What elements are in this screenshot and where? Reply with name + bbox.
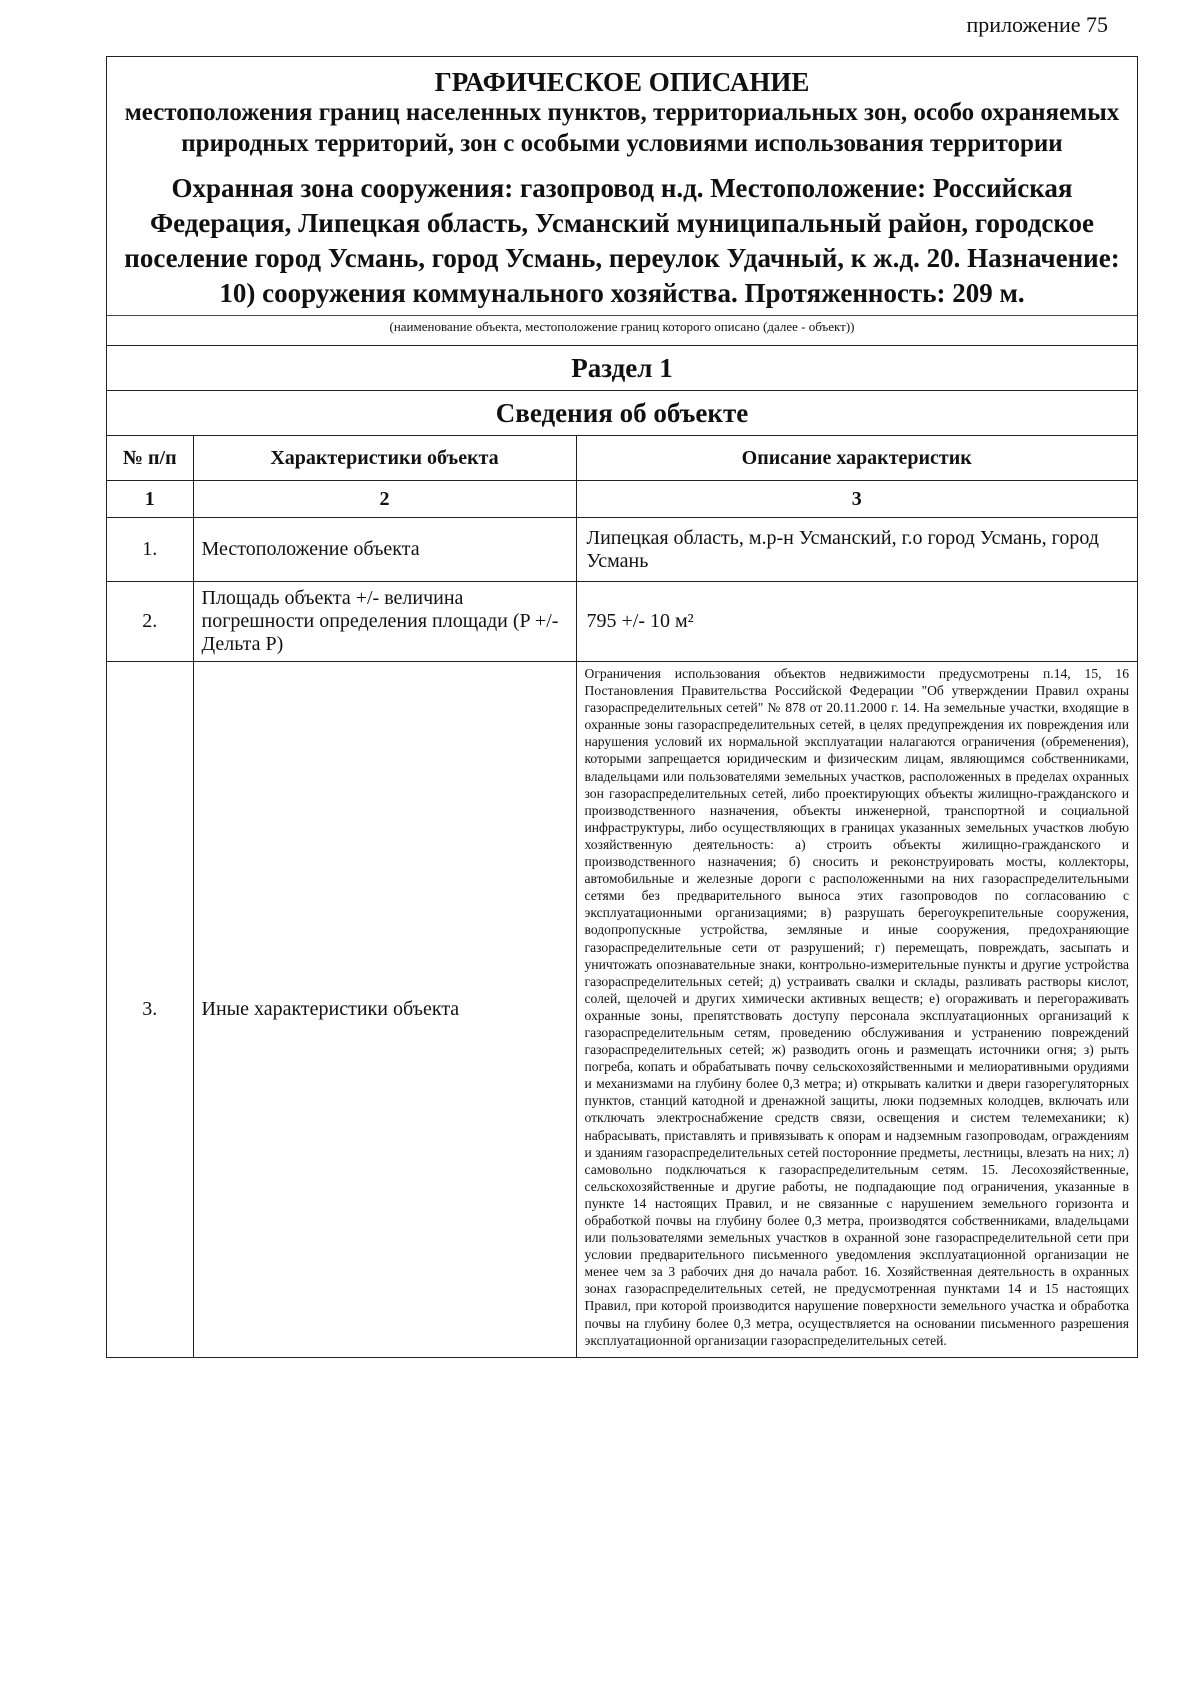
table-column-numbers-row	[107, 481, 1137, 518]
document-frame	[106, 56, 1138, 1358]
appendix-label: приложение 75	[966, 12, 1108, 37]
row-description: Ограничения использования объектов недвижимости предусмотрены п.14, 15, 16 Постановления Правительства Российской Федерации "Об утверждении Правил охраны газораспределительных сетей" № 878 от 20.11.2000 г. 14. На земельные участки, входящие в охранные зоны газораспределительных сетей, в целях предупреждения их повреждения или нарушения условий их нормальной эксплуатации налагаются ограничения (обременения), которыми запрещается юридическим и физическим лицам, являющимся собственниками, владельцами или пользователями земельных участков, расположенных в пределах охранных зон газораспределительных сетей, либо проектирующих объекты жилищно-гражданского и производственного назначения, объекты инженерной, транспортной и социальной инфраструктуры, либо осуществляющих в границах указанных земельных участков любую хозяйственную деятельность: а) строить объекты жилищно-гражданского и производственного назначения; б) сносить и реконструировать мосты, коллекторы, автомобильные и железные дороги с расположенными на них газораспределительными сетями без предварительного выноса этих газопроводов по согласованию с эксплуатационными организациями; в) разрушать берегоукрепительные сооружения, водопропускные устройства, земляные и иные сооружения, предохраняющие газораспределительные сети от разрушений; г) перемещать, повреждать, засыпать и уничтожать опознавательные знаки, контрольно-измерительные пункты и другие устройства газораспределительных сетей; д) устраивать свалки и склады, разливать растворы кислот, солей, щелочей и других химически активных веществ; е) огораживать и перегораживать охранные зоны, препятствовать доступу персонала эксплуатационных организаций к газораспределительным сетям, проведению обслуживания и устранению повреждений газораспределительных сетей; ж) разводить огонь и размещать источники огня; з) рыть погреба, копать и обрабатывать почву сельскохозяйственными и мелиоративными орудиями и механизмами на глубину более 0,3 метра; и) открывать калитки и двери газорегуляторных пунктов, станций катодной и дренажной защиты, люки подземных колодцев, включать или отключать электроснабжение средств связи, освещения и систем телемеханики; к) набрасывать, приставлять и привязывать к опорам и надземным газопроводам, ограждениям и зданиям газораспределительных сетей посторонние предметы, лестницы, влезать на них; л) самовольно подключаться к газораспределительным сетям. 15. Лесохозяйственные, сельскохозяйственные и другие работы, не подпадающие под ограничения, указанные в пункте 14 настоящих Правил, и не связанные с нарушением земельного горизонта и обработкой почвы на глубину более 0,3 метра, производятся собственниками, владельцами или пользователями земельных участков в охранной зоне газораспределительной сети при условии предварительного письменного уведомления эксплуатационной организации не менее чем за 3 рабочих дня до начала работ. 16. Хозяйственная деятельность в охранных зонах газораспределительных сетей, не предусмотренная пунктами 14 и 15 настоящих Правил, при которой производится нарушение поверхности земельного участка и обработка почвы на глубину более 0,3 метра, осуществляется на основании письменного разрешения эксплуатационной организации газораспределительных сетей.	[576, 662, 1137, 1357]
table-row	[107, 582, 1137, 662]
row-characteristic: Площадь объекта +/- величина погрешности определения площади (P +/- Дельта P)	[193, 582, 576, 662]
table-row	[107, 662, 1137, 1357]
document-header	[107, 57, 1137, 311]
header-characteristic: Характеристики объекта	[193, 436, 576, 481]
row-number: 2.	[107, 582, 193, 662]
section-subtitle: Сведения об объекте	[107, 390, 1137, 435]
column-number-1: 1	[107, 481, 193, 518]
table-row	[107, 518, 1137, 582]
table-header-row	[107, 436, 1137, 481]
section-title: Раздел 1	[107, 345, 1137, 390]
header-number: № п/п	[107, 436, 193, 481]
document-subtitle: местоположения границ населенных пунктов, территориальных зон, особо охраняемых природных территорий, зон с особыми условиями использования территории	[124, 99, 1120, 157]
row-characteristic: Местоположение объекта	[193, 518, 576, 582]
column-number-3: 3	[576, 481, 1137, 518]
row-number: 1.	[107, 518, 193, 582]
row-characteristic: Иные характеристики объекта	[193, 662, 576, 1357]
object-name: Охранная зона сооружения: газопровод н.д. Местоположение: Российская Федерация, Липецкая область, Усманский муниципальный район, городское поселение город Усмань, город Усмань, переулок Удачный, к ж.д. 20. Назначение: 10) сооружения коммунального хозяйства. Протяженность: 209 м.	[124, 173, 1120, 308]
object-caption: (наименование объекта, местоположение границ которого описано (далее - объект))	[107, 315, 1137, 345]
row-description: Липецкая область, м.р-н Усманский, г.о город Усмань, город Усмань	[576, 518, 1137, 582]
header-description: Описание характеристик	[576, 436, 1137, 481]
row-number: 3.	[107, 662, 193, 1357]
column-number-2: 2	[193, 481, 576, 518]
document-title: ГРАФИЧЕСКОЕ ОПИСАНИЕ	[434, 67, 810, 97]
object-info-table	[107, 435, 1137, 1357]
row-description: 795 +/- 10 м²	[576, 582, 1137, 662]
